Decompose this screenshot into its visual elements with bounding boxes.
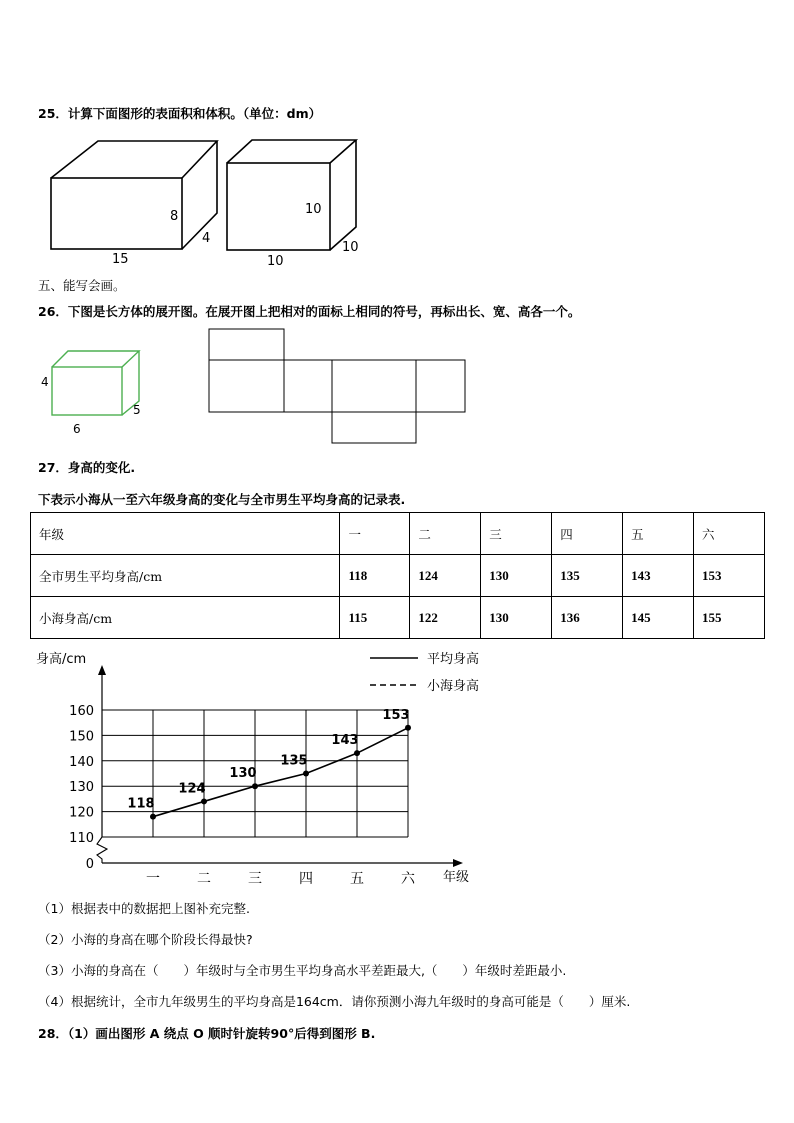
q27-question-3: （3）小海的身高在（ ）年级时与全市男生平均身高水平差距最大,（ ）年级时差距最小.	[38, 963, 567, 978]
section-five-heading: 五、能写会画。	[38, 278, 126, 293]
q27-title: 27．身高的变化.	[38, 460, 136, 475]
x-tick-label: 一	[146, 871, 160, 887]
data-label: 153	[382, 707, 410, 723]
x-tick-label: 六	[401, 871, 415, 887]
table-cell: 122	[410, 597, 481, 639]
q27-question-4: （4）根据统计，全市九年级男生的平均身高是164cm．请你预测小海九年级时的身高可能是（ ）厘米.	[38, 994, 631, 1009]
data-point	[252, 783, 258, 789]
data-label: 130	[229, 766, 257, 782]
table-header-cell: 二	[410, 513, 481, 555]
x-tick-label: 二	[197, 871, 211, 887]
y-tick-label: 120	[69, 805, 94, 821]
data-point	[201, 798, 207, 804]
x-axis-title: 年级	[443, 870, 470, 885]
table-cell: 153	[694, 555, 765, 597]
table-header-cell: 四	[552, 513, 623, 555]
table-header-cell: 一	[340, 513, 410, 555]
series-line	[153, 728, 408, 817]
q26-title: 26．下图是长方体的展开图。在展开图上把相对的面标上相同的符号，再标出长、宽、高各一个。	[38, 304, 581, 319]
x-tick-label: 四	[299, 871, 313, 887]
box2-height-label: 10	[305, 202, 322, 217]
table-row-label: 全市男生平均身高/cm	[31, 555, 340, 597]
box1-height-label: 8	[170, 209, 179, 224]
table-cell: 143	[623, 555, 694, 597]
q26-net	[205, 325, 470, 447]
net-face-top[interactable]	[209, 329, 284, 360]
table-cell: 136	[552, 597, 623, 639]
y-tick-label: 160	[69, 704, 94, 719]
y-tick-label: 110	[69, 831, 94, 846]
table-header-cell: 六	[694, 513, 765, 555]
table-header-cell: 三	[481, 513, 552, 555]
table-header-row	[31, 513, 765, 555]
table-header-cell: 年级	[31, 513, 340, 555]
table-cell: 115	[340, 597, 410, 639]
table-cell: 124	[410, 555, 481, 597]
cube-10	[227, 140, 356, 250]
box1-width-label: 4	[202, 231, 211, 246]
table-cell: 145	[623, 597, 694, 639]
q26-width-label: 5	[133, 403, 141, 417]
table-header-cell: 五	[623, 513, 694, 555]
data-label: 143	[331, 733, 359, 749]
data-point	[354, 750, 360, 756]
table-row-label: 小海身高/cm	[31, 597, 340, 639]
q26-length-label: 6	[73, 422, 81, 436]
q27-question-1: （1）根据表中的数据把上图补充完整.	[38, 901, 250, 916]
legend-label-average: 平均身高	[427, 652, 480, 667]
net-face-4[interactable]	[416, 360, 465, 412]
q25-cuboids	[40, 136, 370, 268]
q25-title: 25．计算下面图形的表面积和体积。（单位：dm）	[38, 106, 322, 121]
y-tick-label: 130	[69, 780, 94, 796]
data-label: 118	[127, 796, 155, 812]
y-tick-label: 140	[69, 754, 94, 770]
height-record-table	[30, 512, 765, 639]
q27-question-2: （2）小海的身高在哪个阶段长得最快?	[38, 932, 253, 947]
legend-label-xiaohai: 小海身高	[427, 679, 480, 694]
data-point	[405, 725, 411, 731]
net-face-2[interactable]	[284, 360, 332, 412]
net-face-bottom[interactable]	[332, 412, 416, 443]
cuboid-15x8x4	[51, 141, 217, 249]
box1-length-label: 15	[112, 252, 129, 267]
box2-length-label: 10	[267, 254, 284, 268]
x-tick-label: 三	[248, 871, 262, 887]
table-cell: 135	[552, 555, 623, 597]
q28-title: 28．（1）画出图形 A 绕点 O 顺时针旋转90°后得到图形 B.	[38, 1026, 376, 1041]
q26-height-label: 4	[41, 375, 49, 389]
table-cell: 130	[481, 597, 552, 639]
y-tick-label: 150	[69, 729, 94, 745]
table-row	[31, 597, 765, 639]
y-axis-title: 身高/cm	[36, 652, 87, 667]
table-row	[31, 555, 765, 597]
box2-width-label: 10	[342, 240, 359, 255]
data-label: 135	[280, 753, 308, 769]
height-line-chart	[30, 645, 500, 890]
q26-cuboid	[38, 345, 148, 440]
net-face-1[interactable]	[209, 360, 284, 412]
table-cell: 130	[481, 555, 552, 597]
table-cell: 155	[694, 597, 765, 639]
x-tick-label: 五	[350, 871, 364, 887]
x-axis-arrow	[453, 859, 463, 867]
data-point	[303, 771, 309, 777]
net-face-3[interactable]	[332, 360, 416, 412]
table-cell: 118	[340, 555, 410, 597]
y-axis-arrow	[98, 665, 106, 675]
y-axis-break	[97, 837, 107, 863]
q27-intro: 下表示小海从一至六年级身高的变化与全市男生平均身高的记录表.	[38, 492, 406, 507]
data-label: 124	[178, 781, 206, 797]
data-point	[150, 814, 156, 820]
y-tick-label: 0	[85, 857, 94, 872]
